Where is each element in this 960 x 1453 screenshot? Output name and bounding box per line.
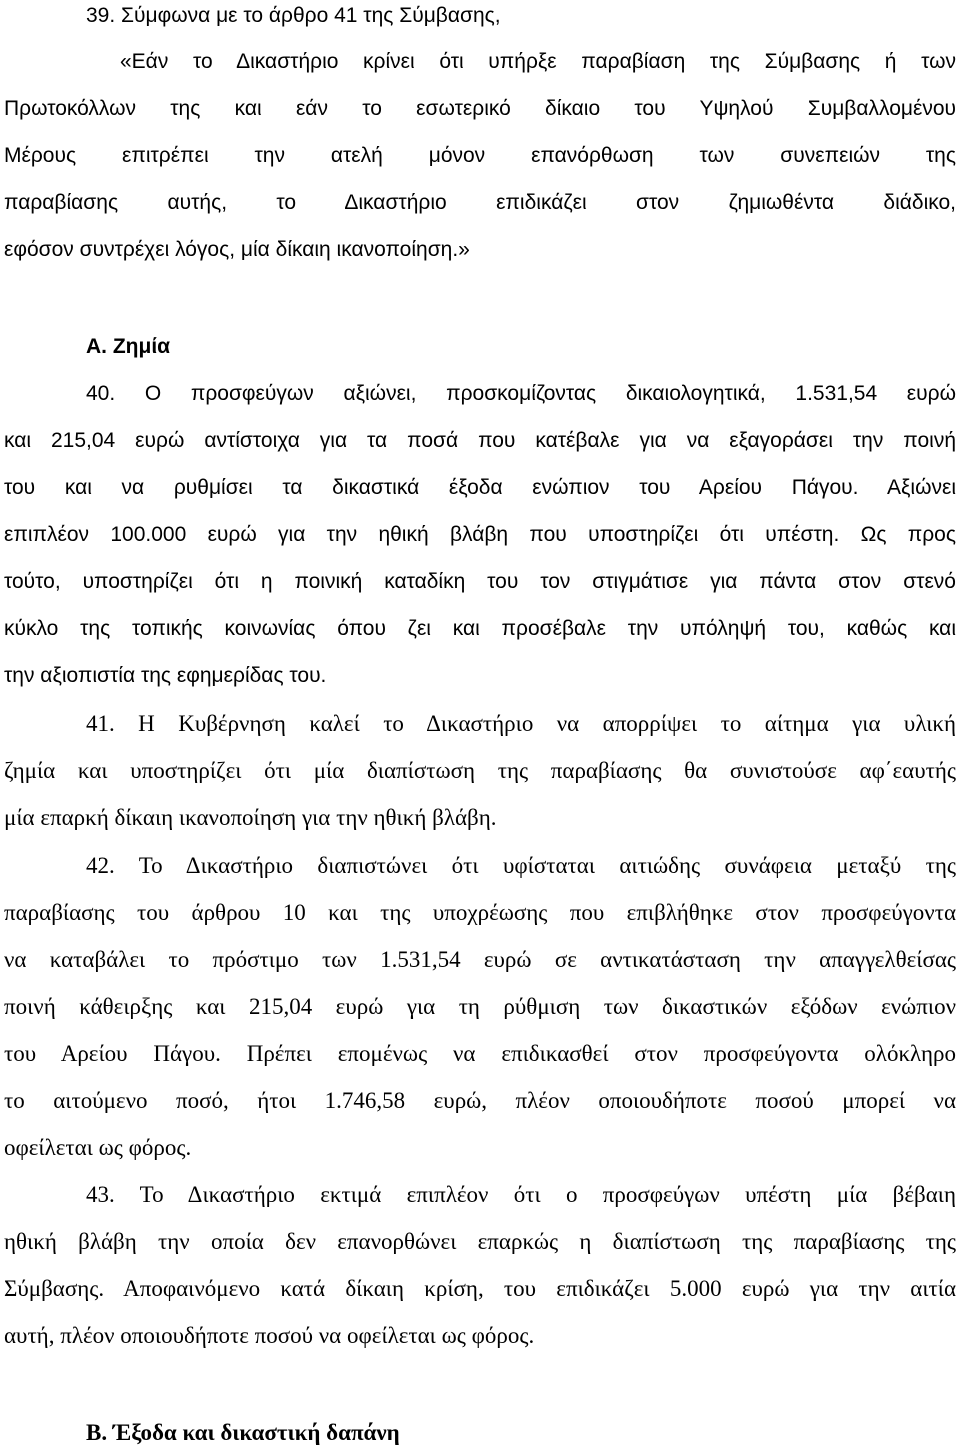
para43-line-1: 43. Το Δικαστήριο εκτιμά επιπλέον ότι ο προσφεύγων υπέστη μία βέβαιη — [86, 1182, 956, 1207]
para40-line-5: τούτο, υποστηρίζει ότι η ποινική καταδίκη του τον στιγμάτισε για πάντα στον στενό — [4, 570, 956, 593]
para40-line-3: του και να ρυθμίσει τα δικαστικά έξοδα ενώπιον του Αρείου Πάγου. Αξιώνει — [4, 476, 956, 499]
para42-line-2: παραβίασης του άρθρου 10 και της υποχρέωσης που επιβλήθηκε στον προσφεύγοντα — [4, 900, 956, 925]
para39-line-6: εφόσον συντρέχει λόγος, μία δίκαιη ικανοποίηση.» — [4, 238, 470, 261]
para40-line-6: κύκλο της τοπικής κοινωνίας όπου ζει και προσέβαλε την υπόληψή του, καθώς και — [4, 617, 956, 640]
para42-line-1: 42. Το Δικαστήριο διαπιστώνει ότι υφίσταται αιτιώδης συνάφεια μεταξύ της — [86, 853, 956, 878]
para41-line-3: μία επαρκή δίκαιη ικανοποίηση για την ηθική βλάβη. — [4, 805, 497, 830]
para39-line-4: Μέρους επιτρέπει την ατελή μόνον επανόρθωση των συνεπειών της — [4, 144, 956, 167]
para40-line-4: επιπλέον 100.000 ευρώ για την ηθική βλάβη που υποστηρίζει ότι υπέστη. Ως προς — [4, 523, 956, 546]
para39-line-2: «Εάν το Δικαστήριο κρίνει ότι υπήρξε παραβίαση της Σύμβασης ή των — [120, 50, 956, 73]
para42-line-4: ποινή κάθειρξης και 215,04 ευρώ για τη ρύθμιση των δικαστικών εξόδων ενώπιον — [4, 994, 956, 1019]
para43-line-3: Σύμβασης. Αποφαινόμενο κατά δίκαιη κρίση, του επιδικάζει 5.000 ευρώ για την αιτία — [4, 1276, 956, 1301]
para40-line-7: την αξιοπιστία της εφημερίδας του. — [4, 664, 327, 687]
para42-line-5: του Αρείου Πάγου. Πρέπει επομένως να επιδικασθεί στον προσφεύγοντα ολόκληρο — [4, 1041, 956, 1066]
para39-line-1: 39. Σύμφωνα με το άρθρο 41 της Σύμβασης, — [86, 4, 501, 27]
para42-line-7: οφείλεται ως φόρος. — [4, 1135, 192, 1160]
para43-line-2: ηθική βλάβη την οποία δεν επανορθώνει επαρκώς η διαπίστωση της παραβίασης της — [4, 1229, 956, 1254]
para40-line-2: και 215,04 ευρώ αντίστοιχα για τα ποσά που κατέβαλε για να εξαγοράσει την ποινή — [4, 429, 956, 452]
para39-line-3: Πρωτοκόλλων της και εάν το εσωτερικό δίκαιο του Υψηλού Συμβαλλομένου — [4, 97, 956, 120]
para43-line-4: αυτή, πλέον οποιουδήποτε ποσού να οφείλεται ως φόρος. — [4, 1323, 535, 1348]
heading-costs-expenses: Β. Έξοδα και δικαστική δαπάνη — [86, 1420, 400, 1445]
para42-line-3: να καταβάλει το πρόστιμο των 1.531,54 ευρώ σε αντικατάσταση την απαγγελθείσας — [4, 947, 956, 972]
para42-line-6: το αιτούμενο ποσό, ήτοι 1.746,58 ευρώ, πλέον οποιουδήποτε ποσού μπορεί να — [4, 1088, 956, 1113]
para40-line-1: 40. Ο προσφεύγων αξιώνει, προσκομίζοντας δικαιολογητικά, 1.531,54 ευρώ — [86, 382, 956, 405]
para41-line-1: 41. Η Κυβέρνηση καλεί το Δικαστήριο να απορρίψει το αίτημα για υλική — [86, 711, 956, 736]
para41-line-2: ζημία και υποστηρίζει ότι μία διαπίστωση της παραβίασης θα συνιστούσε αφ΄εαυτής — [4, 758, 956, 783]
heading-damage: Α. Ζημία — [86, 335, 171, 358]
para39-line-5: παραβίασης αυτής, το Δικαστήριο επιδικάζει στον ζημιωθέντα διάδικο, — [4, 191, 956, 214]
